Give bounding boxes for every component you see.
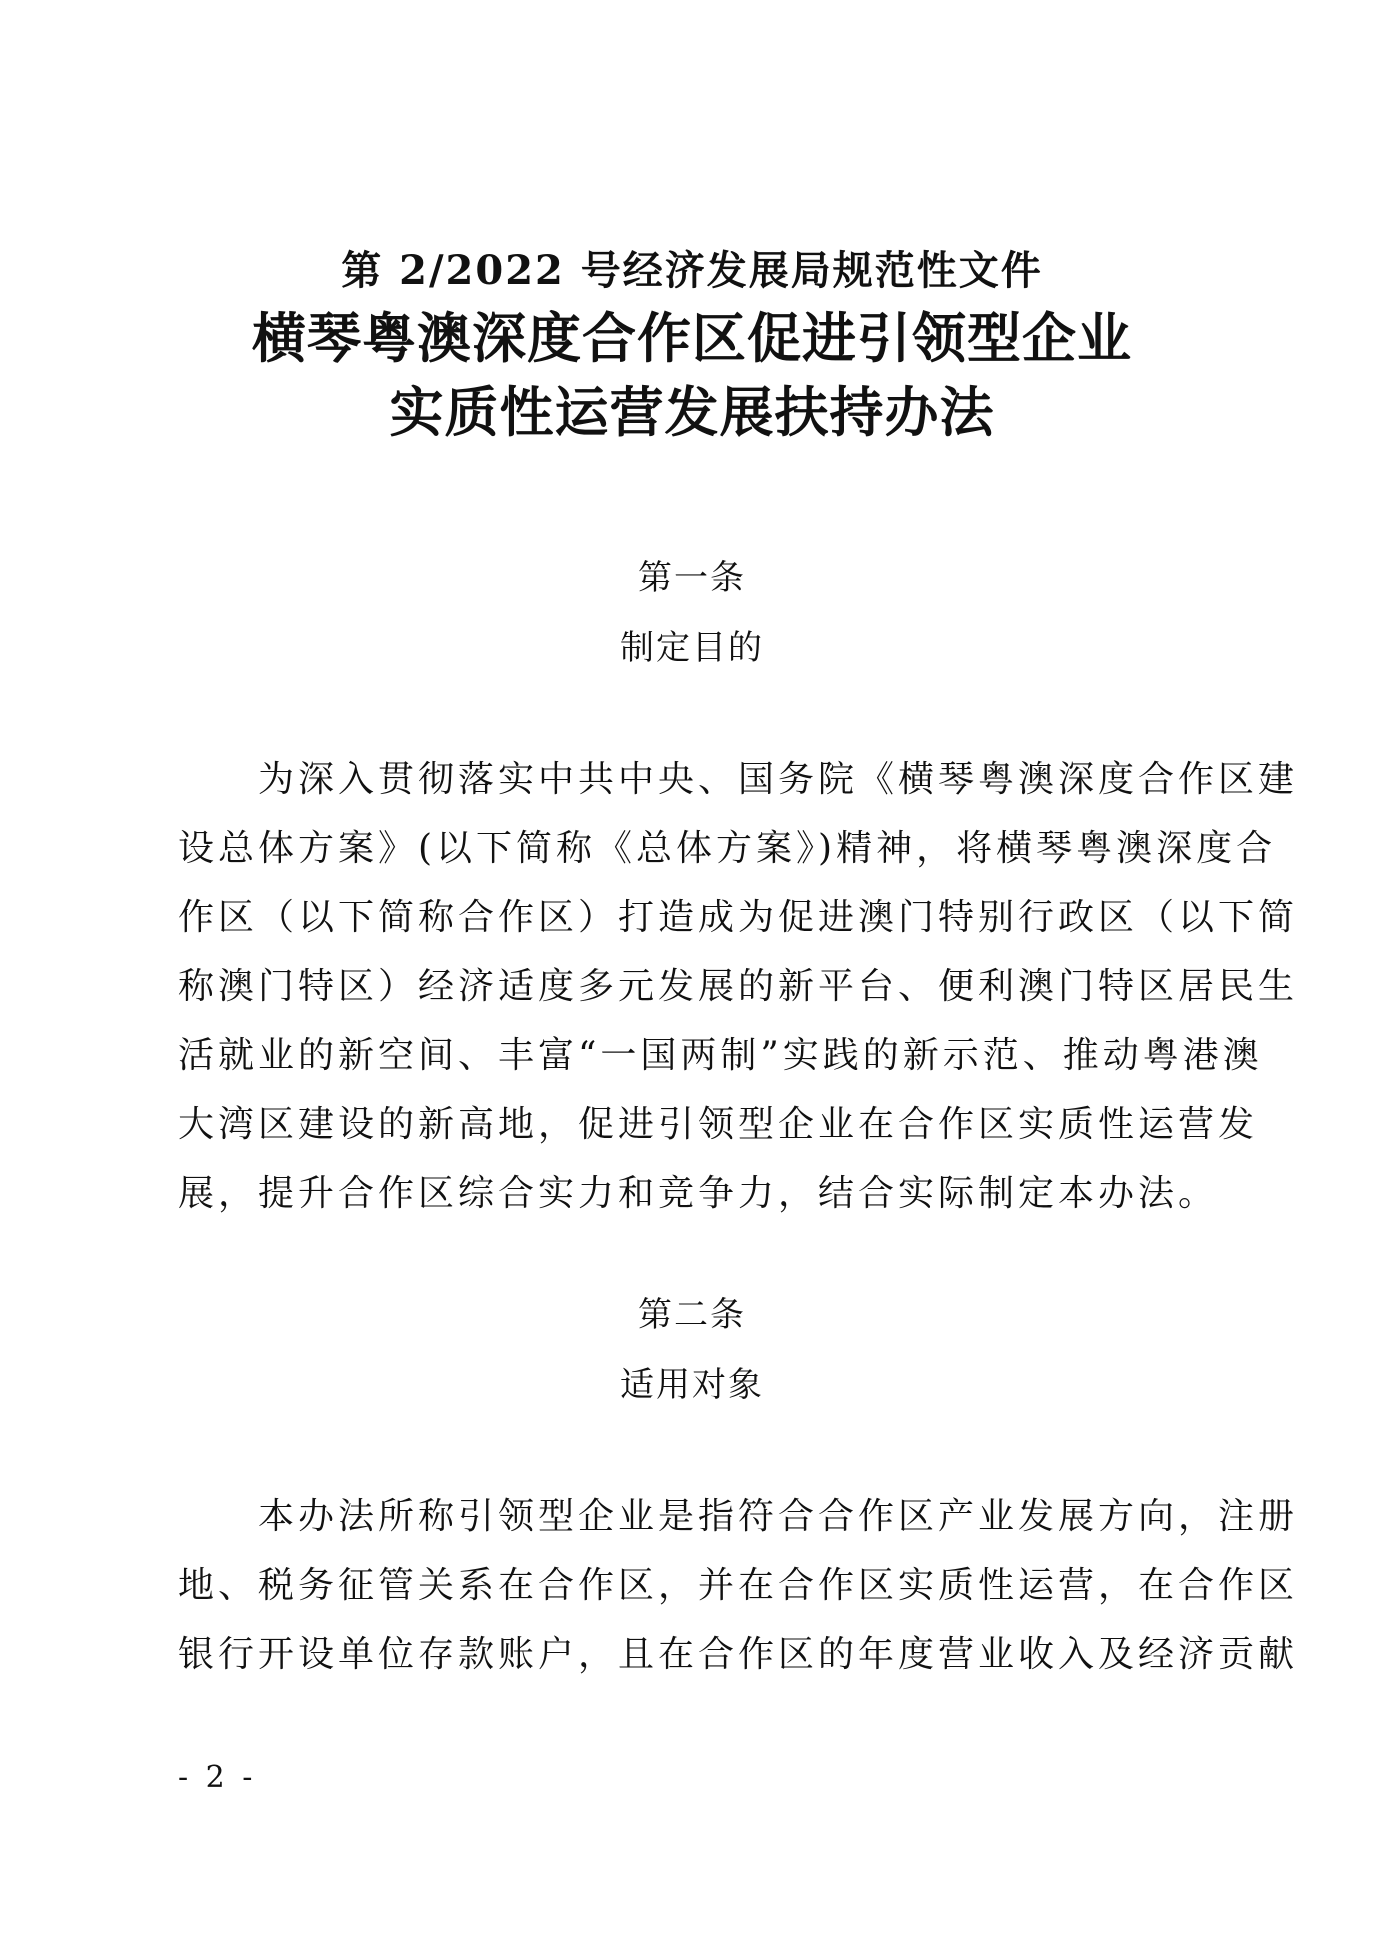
paragraph-line: 称澳门特区）经济适度多元发展的新平台、便利澳门特区居民生 (178, 966, 1299, 1007)
paragraph-line: 银行开设单位存款账户，且在合作区的年度营业收入及经济贡献 (178, 1634, 1299, 1675)
paragraph-line: 活就业的新空间、丰富“一国两制”实践的新示范、推动粤港澳 (178, 1035, 1263, 1076)
article-1-number: 第一条 (638, 558, 746, 598)
paragraph-line: 大湾区建设的新高地，促进引领型企业在合作区实质性运营发 (178, 1104, 1259, 1145)
article-1-paragraph (178, 745, 1299, 1228)
paragraph-line: 设总体方案》(以下简称《总体方案》)精神，将横琴粤澳深度合 (178, 828, 1277, 869)
document-title-line-1: 横琴粤澳深度合作区促进引领型企业 (252, 306, 1132, 370)
document-title-line-2: 实质性运营发展扶持办法 (389, 380, 995, 444)
paragraph-line: 地、税务征管关系在合作区，并在合作区实质性运营，在合作区 (178, 1565, 1299, 1606)
paragraph-line: 本办法所称引领型企业是指符合合作区产业发展方向，注册 (258, 1496, 1299, 1537)
page-number: - 2 - (178, 1760, 257, 1795)
paragraph-line: 为深入贯彻落实中共中央、国务院《横琴粤澳深度合作区建 (258, 759, 1299, 800)
article-2-number: 第二条 (638, 1295, 746, 1335)
paragraph-line: 作区（以下简称合作区）打造成为促进澳门特别行政区（以下简 (178, 897, 1299, 938)
article-2-paragraph (178, 1482, 1299, 1689)
document-number: 第 2/2022 号经济发展局规范性文件 (341, 247, 1043, 294)
article-1-heading: 制定目的 (620, 628, 764, 668)
article-2-heading: 适用对象 (620, 1365, 764, 1405)
paragraph-line: 展，提升合作区综合实力和竞争力，结合实际制定本办法。 (178, 1173, 1219, 1214)
